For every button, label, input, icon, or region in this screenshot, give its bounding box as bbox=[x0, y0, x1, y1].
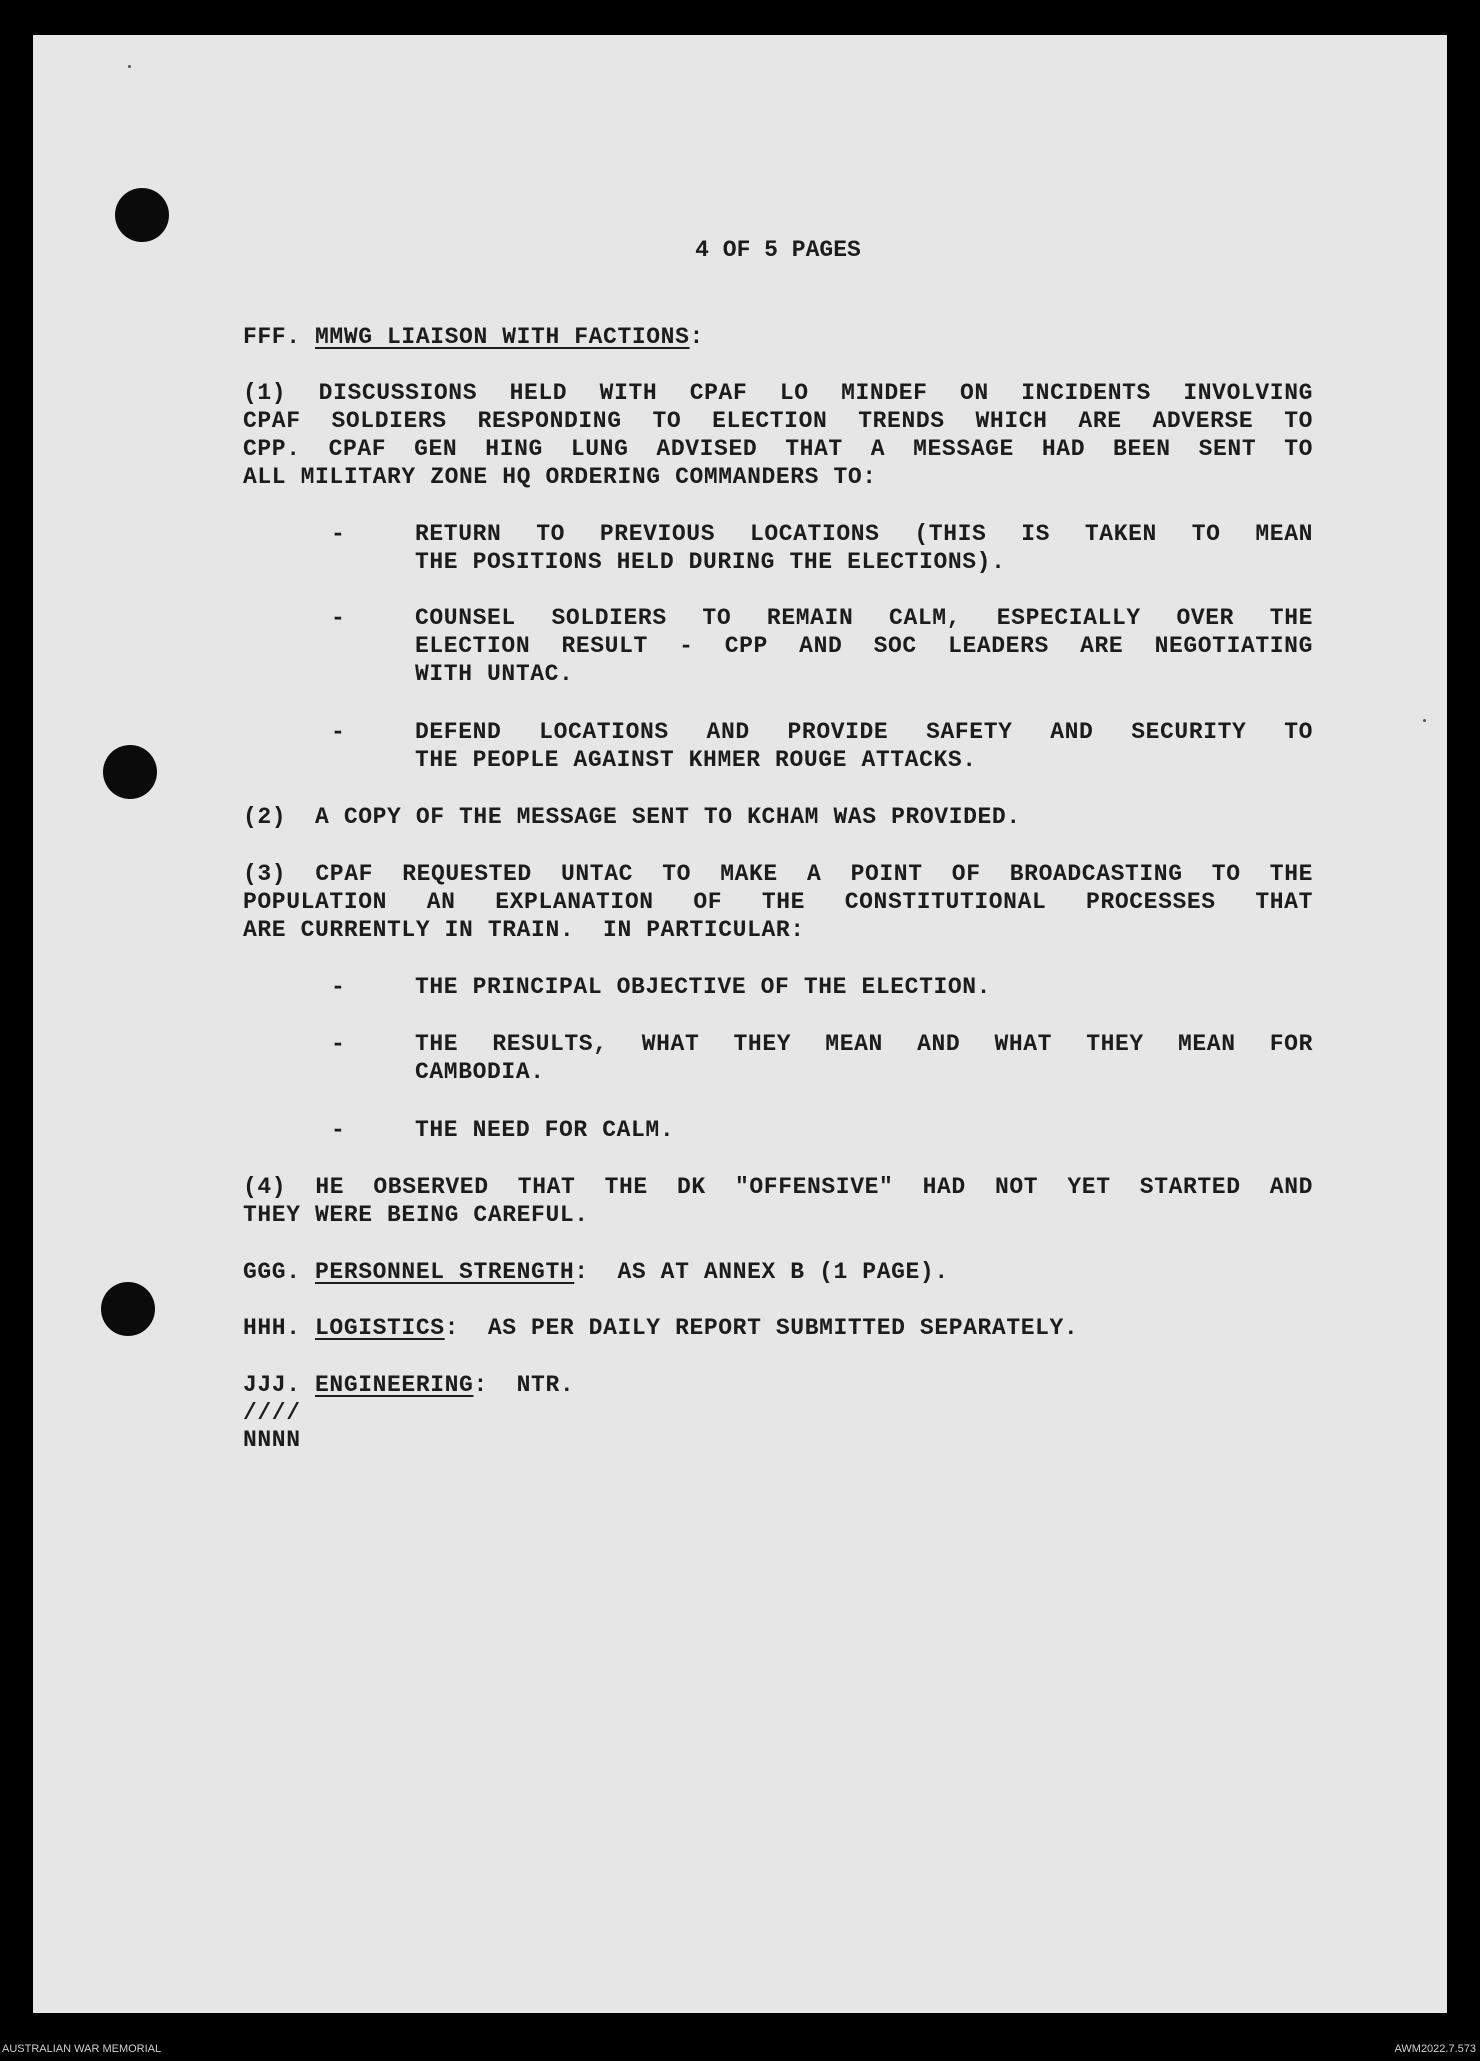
section-heading: MMWG LIAISON WITH FACTIONS bbox=[315, 324, 690, 350]
bullet-dash: - bbox=[331, 1031, 346, 1057]
bullet-line: RETURN TO PREVIOUS LOCATIONS (THIS IS TAKEN TO MEAN bbox=[415, 521, 1313, 547]
bullet-line: COUNSEL SOLDIERS TO REMAIN CALM, ESPECIALLY OVER THE bbox=[415, 605, 1313, 631]
section-heading: LOGISTICS bbox=[315, 1315, 445, 1341]
page-header: 4 OF 5 PAGES bbox=[695, 237, 861, 263]
end-marker-nnnn: NNNN bbox=[243, 1427, 301, 1453]
bullet-line: THE NEED FOR CALM. bbox=[415, 1117, 675, 1143]
bullet-line: THE PEOPLE AGAINST KHMER ROUGE ATTACKS. bbox=[415, 747, 977, 773]
bullet-line: CAMBODIA. bbox=[415, 1059, 545, 1085]
bullet-line: THE PRINCIPAL OBJECTIVE OF THE ELECTION. bbox=[415, 974, 992, 1000]
section-prefix: GGG. bbox=[243, 1259, 301, 1285]
section-text: : NTR. bbox=[473, 1372, 575, 1398]
para-2: (2) A COPY OF THE MESSAGE SENT TO KCHAM WAS PROVIDED. bbox=[243, 804, 1021, 830]
bullet-line: DEFEND LOCATIONS AND PROVIDE SAFETY AND SECURITY TO bbox=[415, 719, 1313, 745]
section-prefix: FFF. bbox=[243, 324, 301, 350]
section-heading: PERSONNEL STRENGTH bbox=[315, 1259, 575, 1285]
section-prefix: JJJ. bbox=[243, 1372, 301, 1398]
punch-hole bbox=[101, 1282, 155, 1336]
para-1-line: (1) DISCUSSIONS HELD WITH CPAF LO MINDEF ON INCIDENTS INVOLVING bbox=[243, 380, 1313, 406]
section-ggg bbox=[243, 1259, 949, 1285]
document-page bbox=[33, 35, 1447, 2013]
para-1-line: CPP. CPAF GEN HING LUNG ADVISED THAT A MESSAGE HAD BEEN SENT TO bbox=[243, 436, 1313, 462]
bullet-line: ELECTION RESULT - CPP AND SOC LEADERS ARE NEGOTIATING bbox=[415, 633, 1313, 659]
para-4-line: THEY WERE BEING CAREFUL. bbox=[243, 1202, 589, 1228]
section-text: : AS AT ANNEX B (1 PAGE). bbox=[574, 1259, 949, 1285]
bullet-dash: - bbox=[331, 521, 346, 547]
section-fff bbox=[243, 324, 704, 350]
section-colon: : bbox=[689, 324, 704, 350]
bullet-line: THE RESULTS, WHAT THEY MEAN AND WHAT THEY MEAN FOR bbox=[415, 1031, 1313, 1057]
footer-archive-name: AUSTRALIAN WAR MEMORIAL bbox=[2, 2043, 162, 2055]
footer-reference: AWM2022.7.573 bbox=[1394, 2043, 1476, 2055]
punch-hole bbox=[103, 745, 157, 799]
paper-speck bbox=[1423, 719, 1426, 722]
para-1-line: ALL MILITARY ZONE HQ ORDERING COMMANDERS TO: bbox=[243, 464, 877, 490]
para-4-line: (4) HE OBSERVED THAT THE DK "OFFENSIVE" HAD NOT YET STARTED AND bbox=[243, 1174, 1313, 1200]
bullet-line: WITH UNTAC. bbox=[415, 661, 574, 687]
bullet-dash: - bbox=[331, 605, 346, 631]
bullet-dash: - bbox=[331, 719, 346, 745]
para-3-line: POPULATION AN EXPLANATION OF THE CONSTITUTIONAL PROCESSES THAT bbox=[243, 889, 1313, 915]
bullet-dash: - bbox=[331, 1117, 346, 1143]
section-prefix: HHH. bbox=[243, 1315, 301, 1341]
para-3-line: (3) CPAF REQUESTED UNTAC TO MAKE A POINT OF BROADCASTING TO THE bbox=[243, 861, 1313, 887]
section-jjj bbox=[243, 1372, 574, 1398]
para-3-line: ARE CURRENTLY IN TRAIN. IN PARTICULAR: bbox=[243, 917, 805, 943]
bullet-dash: - bbox=[331, 974, 346, 1000]
end-marker-slashes: //// bbox=[243, 1400, 301, 1426]
para-1-line: CPAF SOLDIERS RESPONDING TO ELECTION TRENDS WHICH ARE ADVERSE TO bbox=[243, 408, 1313, 434]
section-text: : AS PER DAILY REPORT SUBMITTED SEPARATELY. bbox=[444, 1315, 1079, 1341]
paper-speck bbox=[128, 65, 131, 68]
section-hhh bbox=[243, 1315, 1078, 1341]
section-heading: ENGINEERING bbox=[315, 1372, 474, 1398]
punch-hole bbox=[115, 188, 169, 242]
bullet-line: THE POSITIONS HELD DURING THE ELECTIONS). bbox=[415, 549, 1006, 575]
